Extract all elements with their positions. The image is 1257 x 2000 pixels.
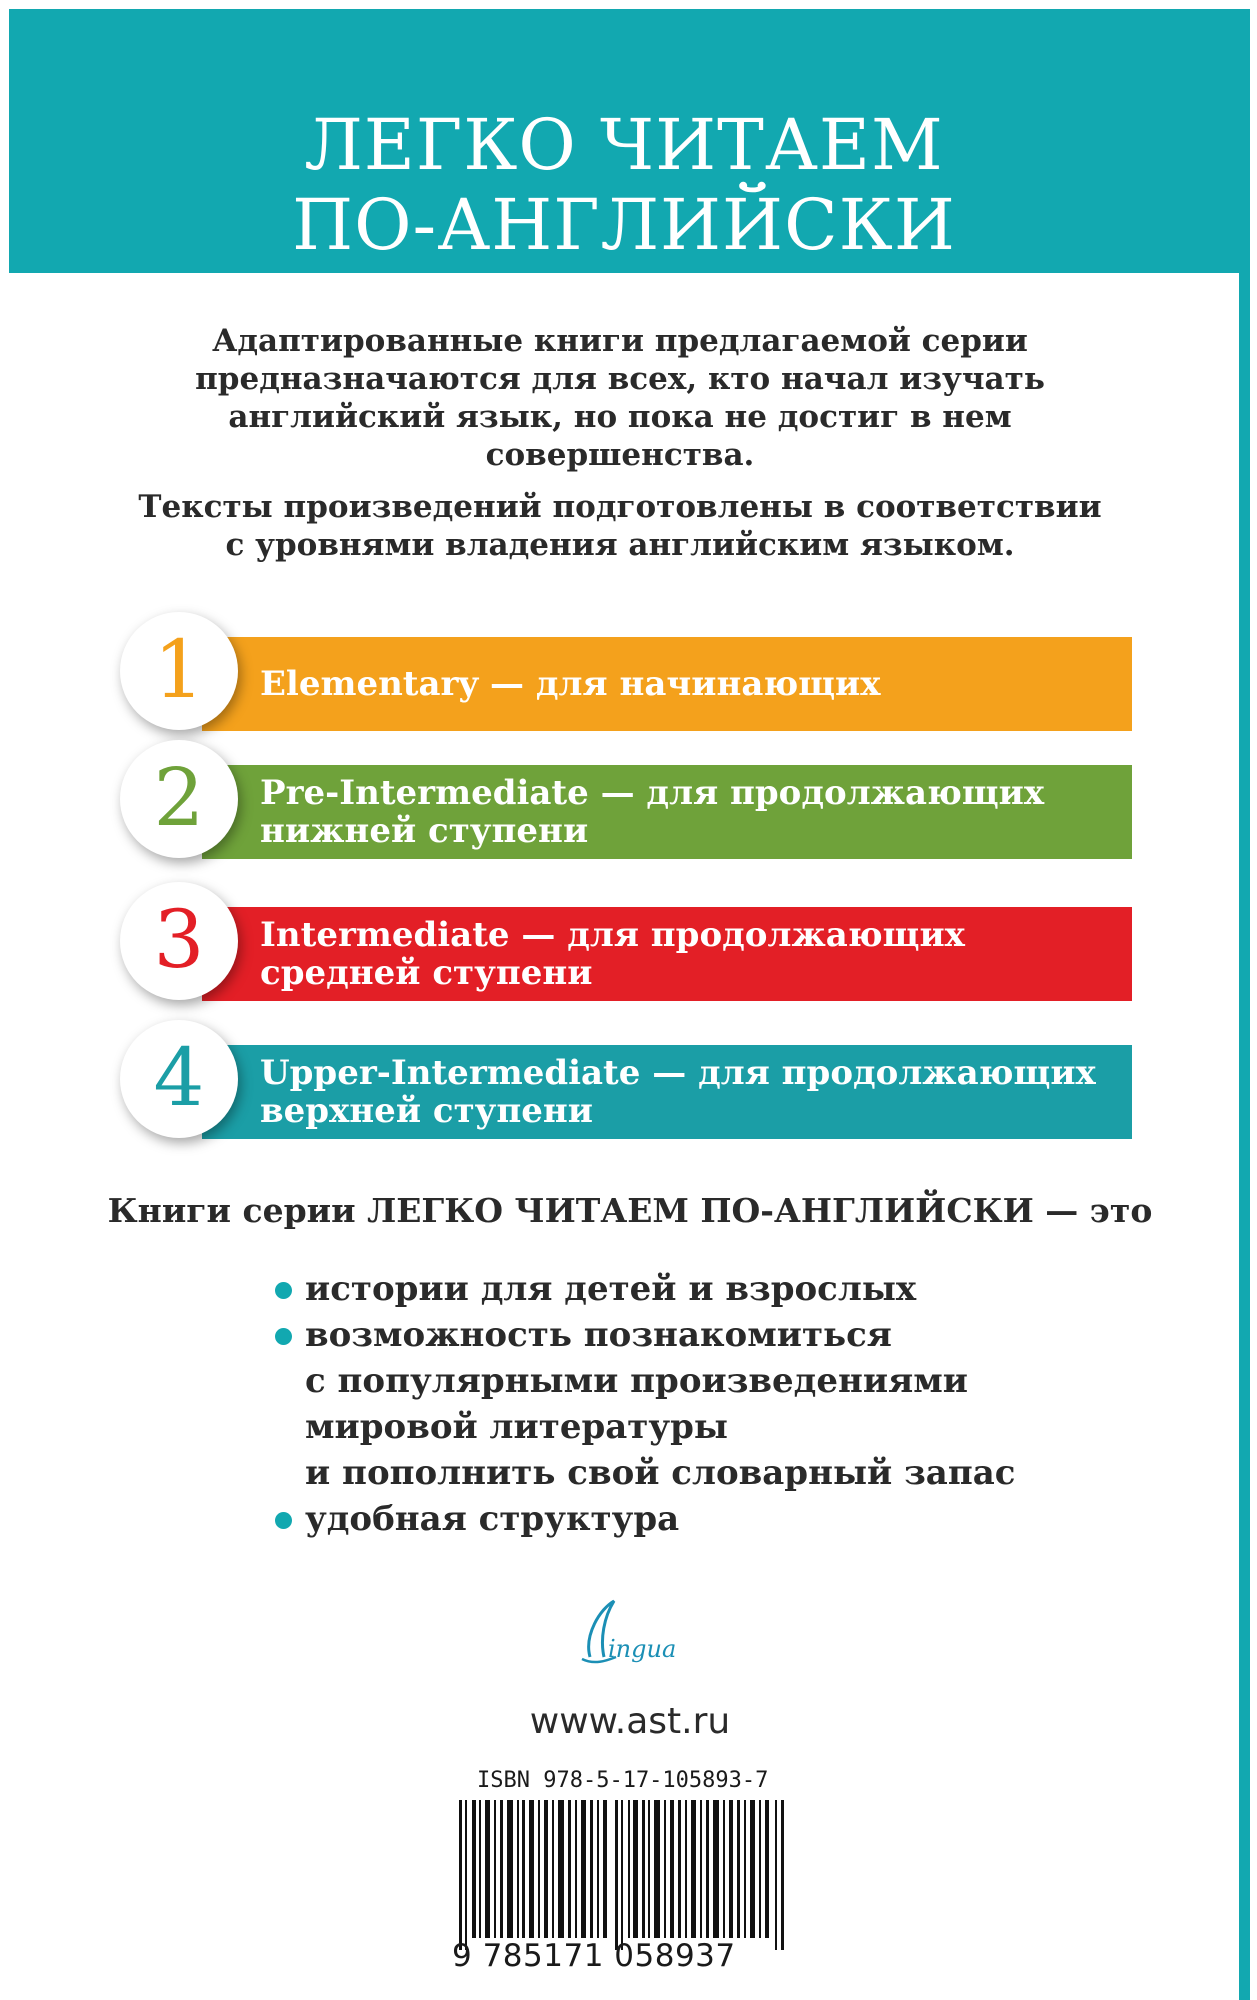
bullet-dot-icon bbox=[275, 1512, 292, 1529]
level-2-label-line: Pre-Intermediate — для продолжающих bbox=[260, 773, 1045, 813]
intro-paragraph-1 bbox=[100, 322, 1140, 474]
series-title bbox=[9, 105, 1239, 265]
feature-text: и пополнить свой словарный запас bbox=[305, 1453, 1016, 1493]
feature-item bbox=[275, 1266, 1015, 1312]
intro-line: совершенства. bbox=[485, 437, 755, 473]
intro-line: Тексты произведений подготовлены в соответствии bbox=[138, 489, 1102, 525]
feature-item bbox=[275, 1312, 1015, 1496]
feature-item bbox=[275, 1496, 1015, 1542]
level-4-number-badge: 4 bbox=[120, 1020, 238, 1138]
intro-paragraph-2 bbox=[100, 488, 1140, 564]
level-4 bbox=[120, 1008, 1132, 1158]
level-4-label bbox=[260, 1045, 1120, 1139]
lingua-logo-icon bbox=[560, 1595, 690, 1675]
feature-text: мировой литературы bbox=[305, 1407, 728, 1447]
level-4-label-line: верхней ступени bbox=[260, 1091, 594, 1131]
level-1-label-line: Elementary — для начинающих bbox=[260, 664, 881, 704]
level-3-number-badge: 3 bbox=[120, 882, 238, 1000]
level-1-number-badge: 1 bbox=[120, 612, 238, 730]
level-4-label-line: Upper-Intermediate — для продолжающих bbox=[260, 1053, 1096, 1093]
level-2-number-badge: 2 bbox=[120, 740, 238, 858]
intro-line: предназначаются для всех, кто начал изучать bbox=[195, 361, 1045, 397]
level-3-label-line: Intermediate — для продолжающих bbox=[260, 915, 965, 955]
level-2-label-line: нижней ступени bbox=[260, 811, 589, 851]
bullet-dot-icon bbox=[275, 1282, 292, 1299]
level-1-label bbox=[260, 637, 1120, 731]
intro-line: с уровнями владения английским языком. bbox=[225, 527, 1015, 563]
series-title-line-2: ПО-АНГЛИЙСКИ bbox=[292, 184, 956, 266]
feature-text: удобная структура bbox=[305, 1499, 680, 1539]
level-2 bbox=[120, 728, 1132, 878]
barcode-digits: 9 785171 058937 bbox=[452, 1938, 736, 1974]
series-title-line-1: ЛЕГКО ЧИТАЕМ bbox=[304, 104, 944, 186]
intro-line: английский язык, но пока не достиг в нем bbox=[228, 399, 1012, 435]
level-3-label-line: средней ступени bbox=[260, 953, 593, 993]
feature-list bbox=[275, 1266, 1015, 1542]
level-2-label bbox=[260, 765, 1120, 859]
intro-line: Адаптированные книги предлагаемой серии bbox=[212, 323, 1028, 359]
isbn-label: ISBN 978-5-17-105893-7 bbox=[477, 1768, 769, 1793]
feature-text: возможность познакомиться bbox=[305, 1315, 892, 1355]
feature-text: с популярными произведениями bbox=[305, 1361, 968, 1401]
bullet-dot-icon bbox=[275, 1328, 292, 1345]
svg-text:ingua: ingua bbox=[608, 1635, 677, 1663]
level-3 bbox=[120, 870, 1132, 1020]
publisher-url: www.ast.ru bbox=[529, 1701, 731, 1742]
barcode-icon bbox=[455, 1800, 795, 1950]
feature-text: истории для детей и взрослых bbox=[305, 1269, 917, 1309]
level-3-label bbox=[260, 907, 1120, 1001]
spine-stripe bbox=[1239, 9, 1250, 2000]
series-description: Книги серии ЛЕГКО ЧИТАЕМ ПО-АНГЛИЙСКИ — это bbox=[107, 1191, 1153, 1230]
